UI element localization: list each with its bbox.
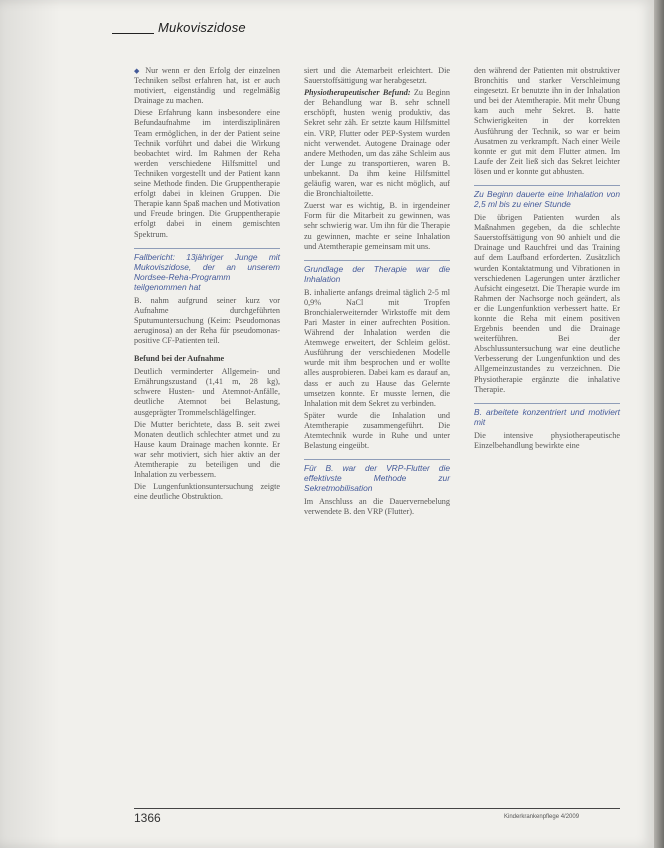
col2-inhalation-heading: Grundlage der Therapie war die Inhalation [304,260,450,284]
column-3 [474,66,620,453]
col1-paragraph-5: Die Mutter berichtete, dass B. seit zwei Monaten deutlich schlechter atmet und zu Hause kaum Drainage machen konnte. Er war sehr motiviert, sich hier aktiv an der Atemtherapie zu beteiligen und die Inhalation zu verbessern. [134,419,280,480]
col3-paragraph-1: den während der Patienten mit obstruktiver Bronchitis und starker Verschleimung eingesetzt. Er benutzte ihn in der Inhalation und bei der Atemtherapie. Mit mehr Übung kam auch mehr Sekret. B. hatte Schwierigkeiten in der korrekten Ausführung der Technik, so war er beim Ausatmen zu verkrampft. Nach einer Weile konnte er gut mit dem Flutter atmen. Im Laufe der Zeit ließ sich das Sekret leichter lösen und er konnte gut abhusten. [474,66,620,176]
header-title: Mukoviszidose [158,20,246,35]
col2-paragraph-2: Zu Beginn der Behandlung war B. sehr schnell erschöpft, husten wenig produktiv, das Sekret sehr zäh. Er setzte kaum Hilfsmittel ein. VRP, Flutter oder PEP-System wurden nicht verwendet. Autogene Drainage oder andere Methoden, um das zähe Schleim aus der Lunge zu transportieren, waren B. unbekannt. Da ihm keine Hilfsmittel geläufig waren, war es nicht möglich, auf die Bronchialtoilette. [304,88,450,199]
col1-paragraph-4: Deutlich verminderter Allgemein- und Ernährungszustand (1,41 m, 28 kg), schwere Husten- und Atemnot-Anfälle, deutliche Atemnot bei Belastung, ausgeprägter Trommelschlägelfinger. [134,367,280,417]
col1-paragraph-2: Diese Erfahrung kann insbesondere eine Befundaufnahme im interdisziplinären Team ermöglichen, in der der Patient seine Technik vorführt und dabei die Wirkung beobachtet wird. Im Rahmen der Reha werden verschiedene Hilfsmittel und Techniken vorgestellt und der Patient kann seine Methode finden. Die Gruppentherapie erfolgt dabei in kleinen Gruppen. Die Therapie kann Spaß machen und Motivation und Freude bringen. Die Gruppentherapie erfolgt dabei in einem gemischten Spektrum. [134,108,280,239]
col3-paragraph-3: Die intensive physiotherapeutische Einzelbehandlung bewirkte eine [474,430,620,450]
col2-paragraph-3: Zuerst war es wichtig, B. in irgendeiner Form für die Mitarbeit zu gewinnen, was sehr schwierig war. Um ihn für die Therapie zu gewinnen, machte er seine Inhalation und Atemtherapie gemeinsam mit uns. [304,201,450,251]
col2-physio-findings-label: Physiotherapeutischer Befund: [304,88,411,98]
column-2 [304,66,450,519]
col2-paragraph-6: Im Anschluss an die Dauervernebelung verwendete B. den VRP (Flutter). [304,497,450,517]
page-gutter-shadow [0,0,60,848]
journal-reference: Kinderkrankenpflege 4/2009 [504,814,580,820]
col3-motivation-heading: B. arbeitete konzentriert und motiviert mit [474,403,620,427]
col2-paragraph-5: Später wurde die Inhalation und Atemtherapie zusammengeführt. Die Atemtechnik wurde in Ruhe und unter Belastung eingeübt. [304,410,450,451]
col2-paragraph-4: B. inhalierte anfangs dreimal täglich 2-5 ml 0,9% NaCl mit Tropfen Bronchialerweiternder Wirkstoffe mit dem Pari Master in einer aufrechten Position. Während der Inhalation werden die Atemwege erweitert, der Schleim gelöst. Ausführung der verschiedenen Modelle wurde mit ihm besprochen und er wollte alles ausprobieren. Dabei kam es darauf an, dass er auch zu Hause das Gelernte umsetzen konnte. Er musste lernen, die Inhalation mit dem Sekret zu verbinden. [304,287,450,408]
page-number: 1366 [134,811,161,825]
col1-paragraph-3: B. nahm aufgrund seiner kurz vor Aufnahme durchgeführten Sputumuntersuchung (Keim: Pseudomonas aeruginosa) an der Reha für pseudomonas-positive CF-Patienten teil. [134,295,280,345]
col1-bullet-paragraph: ◆ Nur wenn er den Erfolg der einzelnen Techniken selbst erfahren hat, ist er auch motiviert, eigenständig und regelmäßig Drainage zu machen. [134,66,280,106]
col1-paragraph-6: Die Lungenfunktionsuntersuchung zeigte eine deutliche Obstruktion. [134,482,280,502]
column-1 [134,66,280,504]
col3-inhalation-duration-heading: Zu Beginn dauerte eine Inhalation von 2,5 ml bis zu einer Stunde [474,185,620,209]
col3-paragraph-2: Die übrigen Patienten wurden als Maßnahmen gegeben, da die schlechte Sauerstoffsättigung von 90 anhielt und die Drainage und Rauchfrei und das Training auf dem Laufband erforderten. Zusätzlich wurden Kontaktatmung und Vibrationen in verschiedenen Lagerungen unter ärztlicher Aufsicht eingesetzt. Die Therapie wurde im Rahmen der Nachsorge noch geändert, als er die Lungenfunktion verbessert hatte. Er konnte die Reha mit einem positiven Ergebnis beenden und die Drainage weiterführen. Bei der Abschlussuntersuchung war eine deutliche Verbesserung der Lungenfunktion und des Allgemeinzustandes zu verzeichnen. Die Physiotherapie ergänzte die inhalative Therapie. [474,213,620,394]
header-rule [112,33,154,34]
col2-paragraph-1: siert und die Atemarbeit erleichtert. Die Sauerstoffsättigung war herabgesetzt. [304,66,450,86]
col1-case-report-heading: Fallbericht: 13jähriger Junge mit Mukoviszidose, der an unserem Nordsee-Reha-Programm teilgenommen hat [134,248,280,292]
running-header [112,20,312,40]
footer-rule [134,808,620,809]
col2-vrp-heading: Für B. war der VRP-Flutter die effektivste Methode zur Sekretmobilisation [304,459,450,493]
scanner-edge-shadow [654,0,664,848]
col1-findings-heading: Befund bei der Aufnahme [134,354,225,364]
